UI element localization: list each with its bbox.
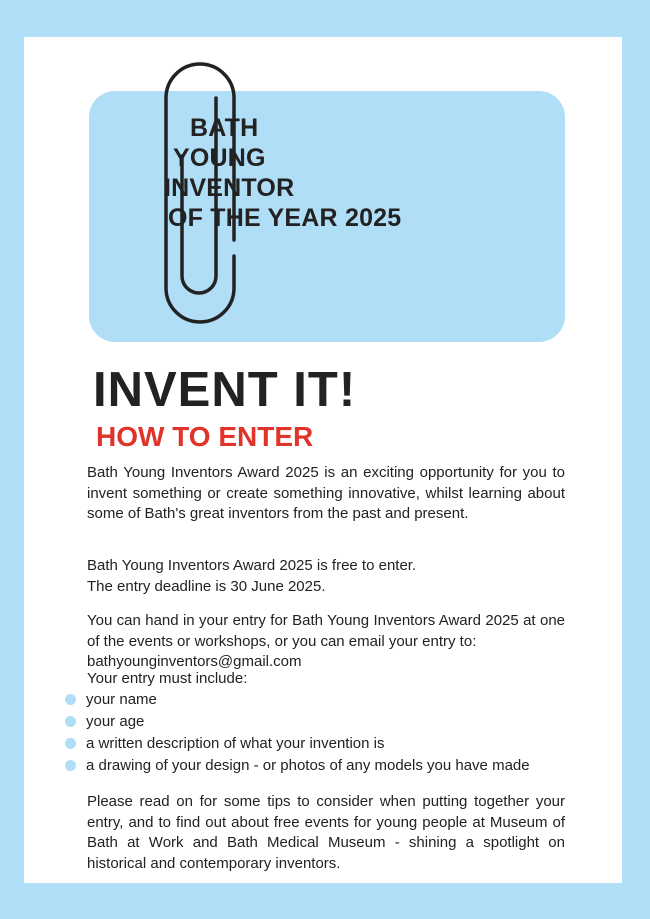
list-item	[64, 689, 584, 711]
bullet-dot-icon	[65, 760, 76, 771]
closing-paragraph: Please read on for some tips to consider when putting together your entry, and to find out about free events for young people at Museum of Bath at Work and Bath Medical Museum - shining a spotlight on historical and contemporary inventors.	[87, 793, 565, 872]
headline: INVENT IT!	[93, 363, 357, 417]
entry-info-paragraph	[87, 556, 565, 597]
submission-text: You can hand in your entry for Bath Young Inventors Award 2025 at one of the events or workshops, or you can email your entry to:	[87, 612, 565, 650]
list-item-text: a drawing of your design - or photos of any models you have made	[86, 757, 530, 774]
logo-title-line-3: INVENTOR	[164, 174, 295, 202]
list-item	[64, 711, 584, 733]
submission-paragraph	[87, 611, 565, 673]
list-item-text: your age	[86, 713, 145, 730]
subheadline: HOW TO ENTER	[96, 421, 314, 452]
requirements-list	[64, 689, 584, 777]
logo-title-line-4: OF THE YEAR 2025	[168, 204, 402, 232]
free-entry-text: Bath Young Inventors Award 2025 is free to enter.	[87, 557, 417, 574]
logo-title-line-1: BATH	[190, 114, 259, 142]
list-item	[64, 733, 584, 755]
bullet-dot-icon	[65, 738, 76, 749]
intro-paragraph: Bath Young Inventors Award 2025 is an exciting opportunity for you to invent something or create something innovative, whilst learning about some of Bath's great inventors from the past and present.	[87, 464, 565, 522]
list-item	[64, 755, 584, 777]
email-link[interactable]: bathyounginventors@gmail.com	[87, 653, 302, 670]
list-item-text: a written description of what your invention is	[86, 735, 385, 752]
requirements-heading: Your entry must include:	[87, 670, 248, 687]
bullet-dot-icon	[65, 694, 76, 705]
logo-title-line-2: YOUNG	[173, 144, 266, 172]
bullet-dot-icon	[65, 716, 76, 727]
list-item-text: your name	[86, 691, 157, 708]
deadline-text: The entry deadline is 30 June 2025.	[87, 577, 326, 595]
